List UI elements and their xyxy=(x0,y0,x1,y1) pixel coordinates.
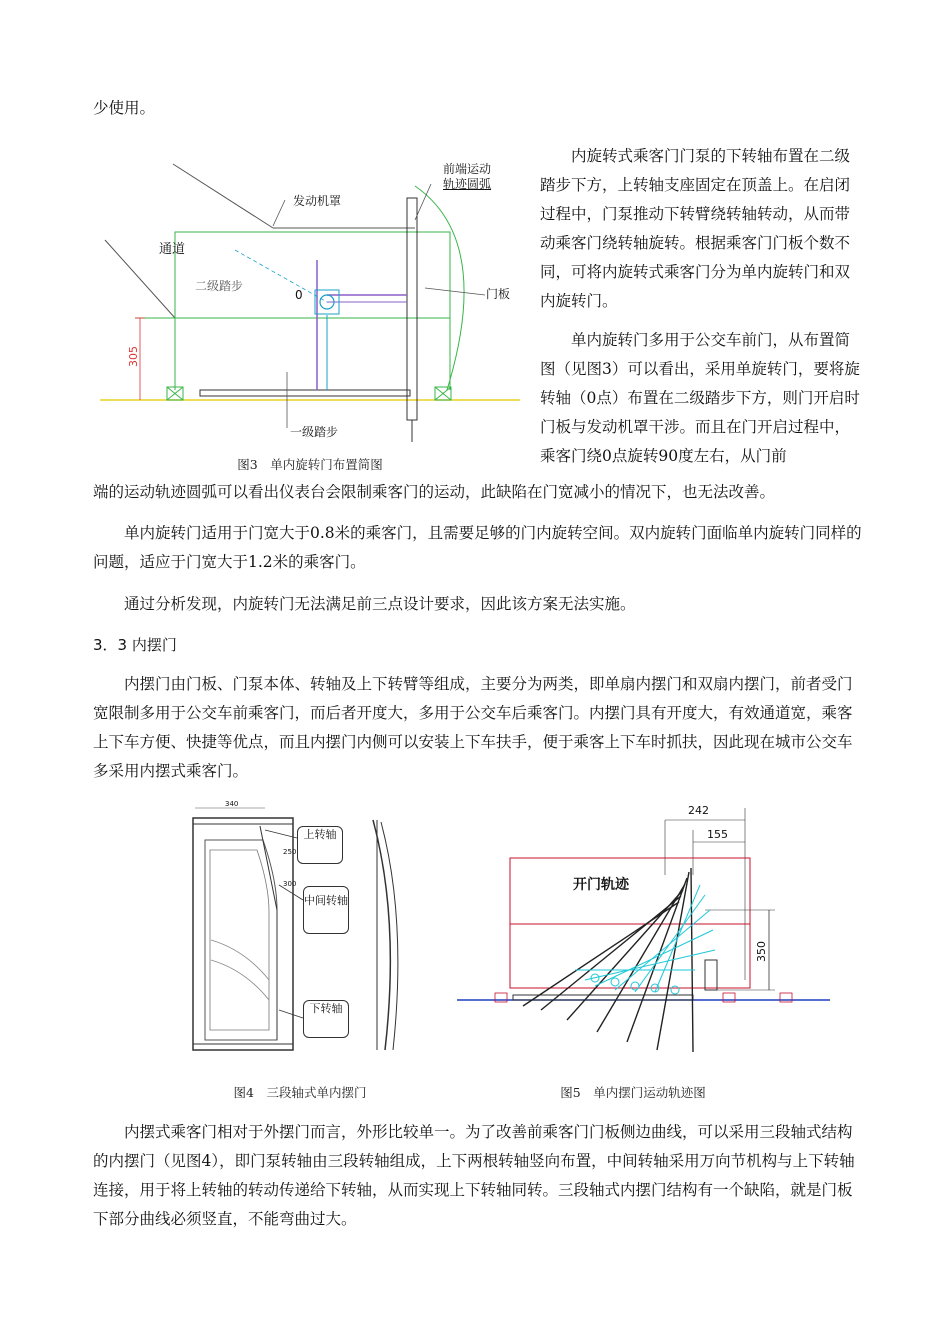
fig5-label-dim350: 350 xyxy=(755,941,768,962)
figure-5-drawing xyxy=(455,800,835,1065)
fig5-label-dim242: 242 xyxy=(688,804,709,817)
fig4-label-dim-top: 340 xyxy=(225,800,239,808)
figure-5 xyxy=(455,800,835,1065)
paragraph-5: 内摆门由门板、门泵本体、转轴及上下转臂等组成，主要分为两类，即单扇内摆门和双扇内摆门，前者受门宽限制多用于公交车前乘客门，而后者开度大，多用于公交车后乘客门。内摆门具有开度大，有效通道宽，乘客上下车方便、快捷等优点，而且内摆门内侧可以安装上下车扶手，便于乘客上下车时抓扶，因此现在城市公交车多采用内摆式乘客门。 xyxy=(93,675,853,780)
fig4-label-dim-b: 300 xyxy=(283,880,297,888)
figure-3 xyxy=(95,150,525,450)
figure-4 xyxy=(185,800,410,1060)
fig4-label-dim-a: 250 xyxy=(283,848,297,856)
fig3-label-aisle: 通道 xyxy=(159,242,186,257)
fig4-callout-lower xyxy=(303,1000,349,1038)
fig3-label-origin: 0 xyxy=(295,288,303,302)
paragraph-6: 内摆式乘客门相对于外摆门而言，外形比较单一。为了改善前乘客门门板侧边曲线，可以采用三段轴式结构的内摆门（见图4），即门泵转轴由三段转轴组成，上下两根转轴竖向布置，中间转轴采用万向节机构与上下转轴连接，用于将上转轴的转动传递给下转轴，从而实现上下转轴同转。三段轴式内摆门结构有一个缺陷，就是门板下部分曲线必须竖直，不能弯曲过大。 xyxy=(93,1123,855,1228)
paragraph-0: 少使用。 xyxy=(93,99,156,117)
paragraph-2a: 单内旋转门多用于公交车前门，从布置简图（见图3）可以看出，采用单旋转门，要将旋转轴（0点）布置在二级踏步下方，则门开启时门板与发动机罩干涉。而且在门开启过程中，乘客门绕0点旋转90度左右，从门前 xyxy=(540,331,860,465)
fig3-label-step1: 一级踏步 xyxy=(290,425,339,439)
fig3-label-step2: 二级踏步 xyxy=(195,279,244,293)
figure-5-caption: 图5 单内摆门运动轨迹图 xyxy=(560,1085,706,1100)
fig4-label-middle: 中间转轴 xyxy=(304,894,348,907)
figure-4-caption: 图4 三段轴式单内摆门 xyxy=(233,1085,367,1100)
fig3-label-dim: 305 xyxy=(127,346,140,367)
figure-3-caption: 图3 单内旋转门布置简图 xyxy=(237,457,383,472)
paragraph-3: 单内旋转门适用于门宽大于0.8米的乘客门，且需要足够的门内旋转空间。双内旋转门面临单内旋转门同样的问题，适应于门宽大于1.2米的乘客门。 xyxy=(93,524,862,571)
fig3-label-arc2: 轨迹圆弧 xyxy=(443,177,492,191)
paragraph-2b: 端的运动轨迹圆弧可以看出仪表台会限制乘客门的运动，此缺陷在门宽减小的情况下，也无法改善。 xyxy=(93,483,776,501)
fig3-label-arc: 前端运动 xyxy=(443,162,492,176)
fig4-callout-middle xyxy=(303,886,349,934)
paragraph-1: 内旋转式乘客门门泵的下转轴布置在二级踏步下方，上转轴支座固定在顶盖上。在启闭过程中，门泵推动下转臂绕转轴转动，从而带动乘客门绕转轴旋转。根据乘客门门板个数不同，可将内旋转式乘客门分为单内旋转门和双内旋转门。 xyxy=(540,147,851,310)
fig3-label-hood: 发动机罩 xyxy=(293,194,342,208)
fig4-label-upper: 上转轴 xyxy=(303,828,337,841)
fig4-label-lower: 下转轴 xyxy=(309,1002,343,1015)
paragraph-4: 通过分析发现，内旋转门无法满足前三点设计要求，因此该方案无法实施。 xyxy=(124,595,636,613)
fig5-label-title: 开门轨迹 xyxy=(573,877,629,893)
fig3-label-door-panel: 门板 xyxy=(486,287,511,301)
section-heading: 3．3 内摆门 xyxy=(93,636,177,654)
fig5-label-dim155: 155 xyxy=(707,828,728,841)
fig4-callout-upper xyxy=(297,826,343,864)
